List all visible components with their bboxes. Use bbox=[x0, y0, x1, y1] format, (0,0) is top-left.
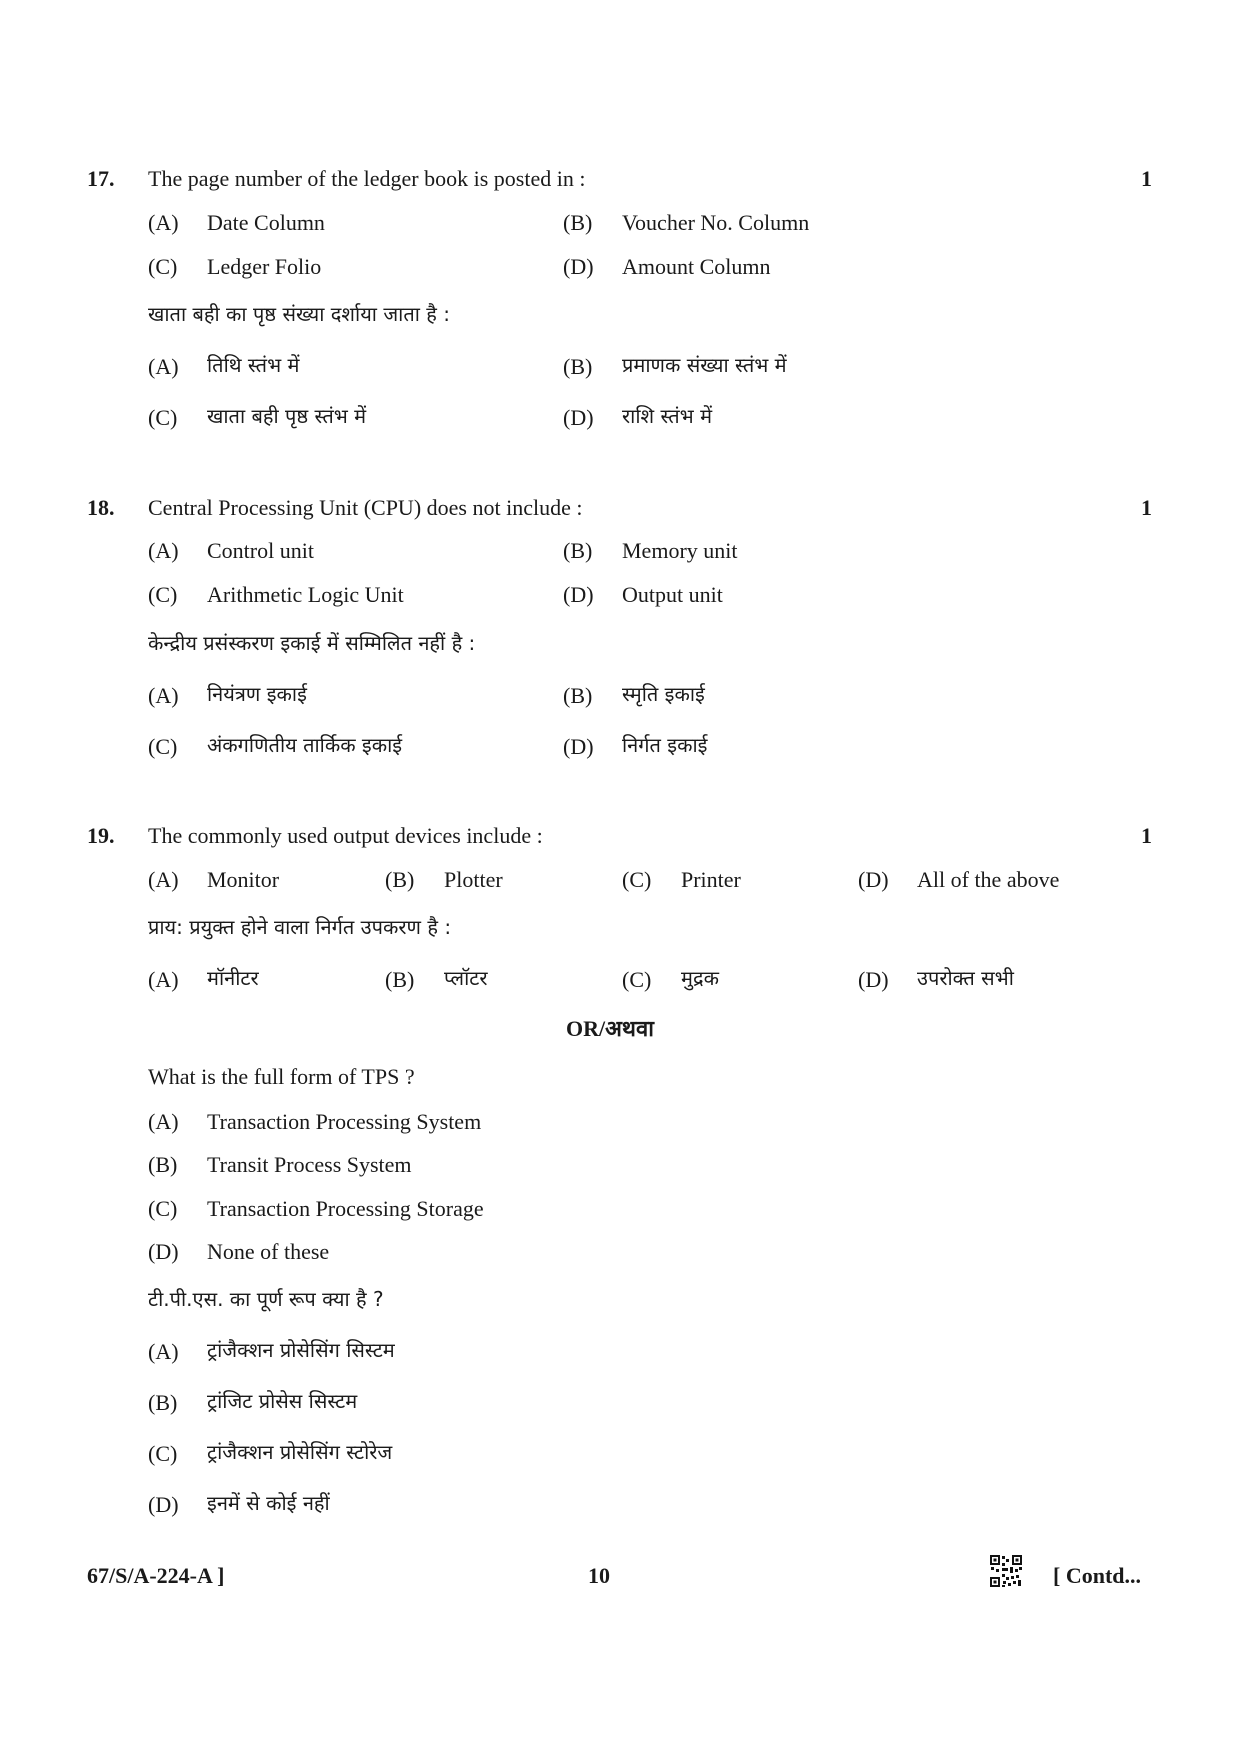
option-text: Date Column bbox=[207, 210, 325, 235]
option-label: (C) bbox=[148, 1441, 178, 1466]
option-label: (A) bbox=[148, 354, 179, 379]
option-text-hindi: नियंत्रण इकाई bbox=[207, 682, 307, 706]
option-label: (D) bbox=[563, 734, 594, 759]
option-label: (A) bbox=[148, 210, 179, 235]
option-text: Printer bbox=[681, 867, 741, 892]
option-label: (A) bbox=[148, 538, 179, 563]
option-label: (D) bbox=[858, 867, 889, 892]
paper-code: 67/S/A-224-A ] bbox=[87, 1563, 225, 1588]
option-label: (D) bbox=[858, 967, 889, 992]
option-label: (B) bbox=[563, 210, 593, 235]
option-label: (B) bbox=[148, 1390, 178, 1415]
option-label: (C) bbox=[622, 867, 652, 892]
question-number: 17. bbox=[87, 166, 115, 191]
option-label: (B) bbox=[563, 354, 593, 379]
question-marks: 1 bbox=[1141, 823, 1152, 848]
page-number: 10 bbox=[588, 1563, 610, 1588]
option-label: (A) bbox=[148, 1109, 179, 1134]
option-text-hindi: तिथि स्तंभ में bbox=[207, 353, 300, 377]
question-text: Central Processing Unit (CPU) does not include : bbox=[148, 495, 583, 520]
option-label: (C) bbox=[148, 734, 178, 759]
option-text-hindi: उपरोक्त सभी bbox=[917, 966, 1014, 990]
option-text-hindi: मुद्रक bbox=[681, 966, 719, 990]
option-text: Arithmetic Logic Unit bbox=[207, 582, 404, 607]
option-text-hindi: ट्रांजैक्शन प्रोसेसिंग स्टोरेज bbox=[207, 1440, 393, 1464]
option-text-hindi: खाता बही पृष्ठ स्तंभ में bbox=[207, 404, 367, 428]
option-text-hindi: ट्रांजिट प्रोसेस सिस्टम bbox=[207, 1389, 358, 1413]
option-label: (A) bbox=[148, 1339, 179, 1364]
option-text: Voucher No. Column bbox=[622, 210, 810, 235]
question-text: The page number of the ledger book is posted in : bbox=[148, 166, 586, 191]
option-text-hindi: प्लॉटर bbox=[444, 966, 488, 990]
option-label: (D) bbox=[148, 1492, 179, 1517]
option-label: (B) bbox=[563, 683, 593, 708]
option-text: All of the above bbox=[917, 867, 1060, 892]
option-label: (B) bbox=[148, 1152, 178, 1177]
option-text: Control unit bbox=[207, 538, 314, 563]
alt-question-text: What is the full form of TPS ? bbox=[148, 1064, 415, 1089]
option-label: (C) bbox=[148, 1196, 178, 1221]
option-label: (D) bbox=[563, 405, 594, 430]
option-label: (A) bbox=[148, 867, 179, 892]
option-text: Ledger Folio bbox=[207, 254, 322, 279]
option-label: (C) bbox=[622, 967, 652, 992]
option-label: (B) bbox=[563, 538, 593, 563]
option-text: Output unit bbox=[622, 582, 723, 607]
option-text: Amount Column bbox=[622, 254, 771, 279]
option-text-hindi: निर्गत इकाई bbox=[622, 733, 708, 757]
option-label: (D) bbox=[148, 1239, 179, 1264]
question-marks: 1 bbox=[1141, 166, 1152, 191]
option-label: (C) bbox=[148, 405, 178, 430]
question-text-hindi: प्राय: प्रयुक्त होने वाला निर्गत उपकरण है : bbox=[148, 915, 452, 939]
question-text: The commonly used output devices include : bbox=[148, 823, 543, 848]
or-separator: OR/अथवा bbox=[566, 1016, 654, 1041]
continued-label: [ Contd... bbox=[1053, 1563, 1142, 1588]
option-text: None of these bbox=[207, 1239, 330, 1264]
question-number: 18. bbox=[87, 495, 115, 520]
option-label: (B) bbox=[385, 867, 415, 892]
option-label: (D) bbox=[563, 582, 594, 607]
option-text-hindi: स्मृति इकाई bbox=[622, 682, 705, 706]
question-marks: 1 bbox=[1141, 495, 1152, 520]
question-number: 19. bbox=[87, 823, 115, 848]
option-label: (A) bbox=[148, 967, 179, 992]
question-text-hindi: केन्द्रीय प्रसंस्करण इकाई में सम्मिलित नहीं है : bbox=[148, 631, 476, 655]
option-text: Memory unit bbox=[622, 538, 738, 563]
option-text: Transaction Processing System bbox=[207, 1109, 482, 1134]
option-label: (B) bbox=[385, 967, 415, 992]
option-label: (C) bbox=[148, 254, 178, 279]
option-text-hindi: ट्रांजैक्शन प्रोसेसिंग सिस्टम bbox=[207, 1338, 395, 1362]
option-text: Plotter bbox=[444, 867, 503, 892]
option-label: (C) bbox=[148, 582, 178, 607]
option-text-hindi: राशि स्तंभ में bbox=[622, 404, 713, 428]
option-text-hindi: इनमें से कोई नहीं bbox=[207, 1491, 330, 1515]
option-label: (A) bbox=[148, 683, 179, 708]
qr-code-icon bbox=[989, 1554, 1023, 1588]
question-text-hindi: खाता बही का पृष्ठ संख्या दर्शाया जाता है : bbox=[148, 302, 451, 326]
option-text: Transit Process System bbox=[207, 1152, 412, 1177]
option-label: (D) bbox=[563, 254, 594, 279]
option-text-hindi: प्रमाणक संख्या स्तंभ में bbox=[622, 353, 787, 377]
option-text-hindi: मॉनीटर bbox=[207, 966, 259, 990]
option-text: Transaction Processing Storage bbox=[207, 1196, 484, 1221]
option-text-hindi: अंकगणितीय तार्किक इकाई bbox=[207, 733, 403, 757]
alt-question-text-hindi: टी.पी.एस. का पूर्ण रूप क्या है ? bbox=[148, 1287, 384, 1311]
option-text: Monitor bbox=[207, 867, 280, 892]
